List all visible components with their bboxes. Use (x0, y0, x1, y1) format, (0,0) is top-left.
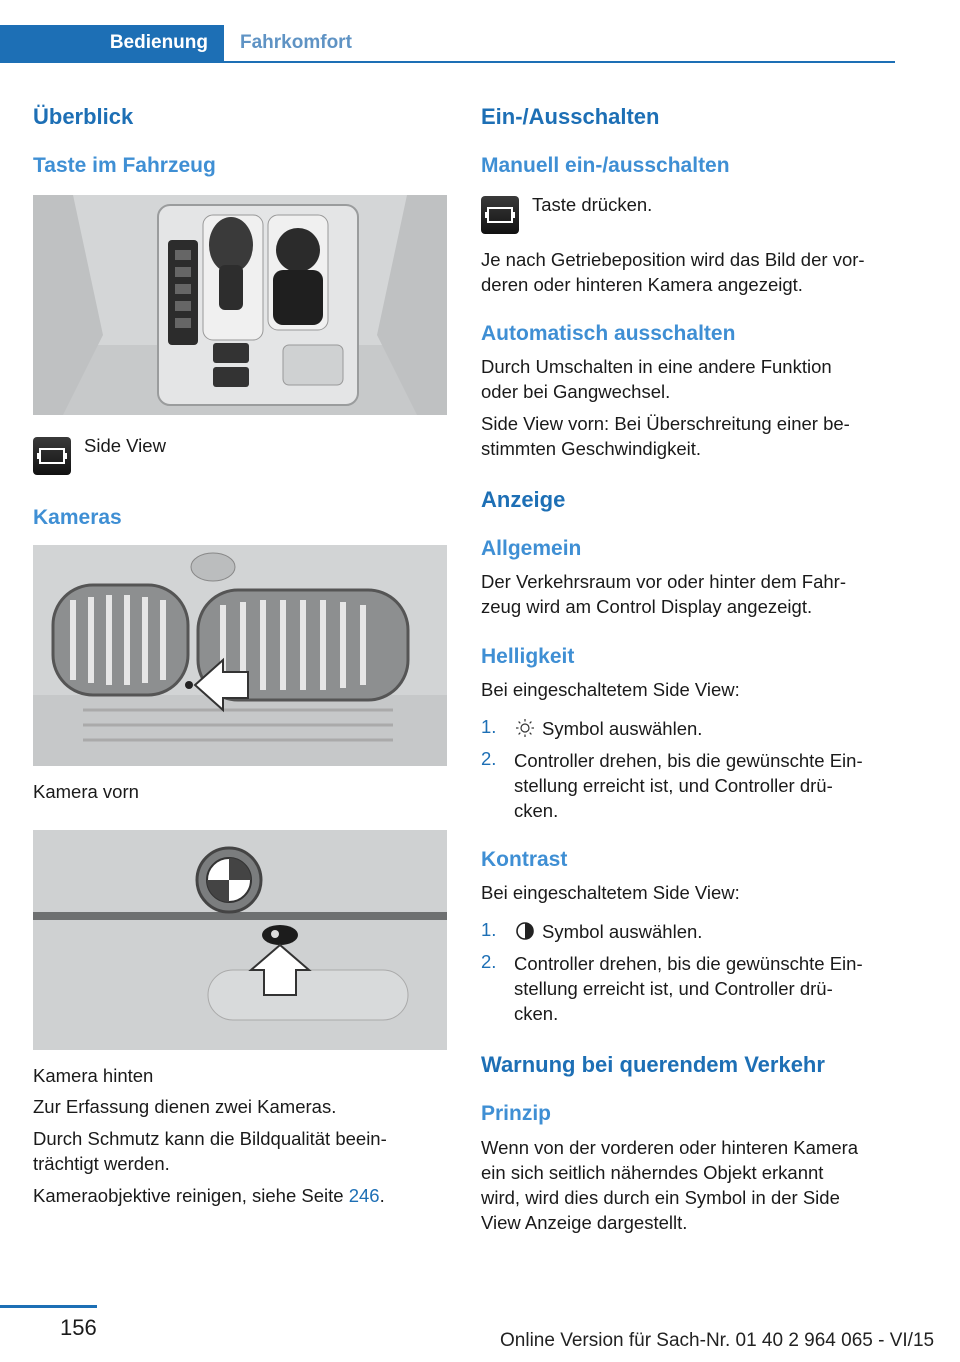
right-p3a: Side View vorn: Bei Überschreitung einer be- (481, 413, 850, 434)
list-item-text: stellung erreicht ist, und Controller drü- (514, 775, 833, 796)
left-paragraph-3 (33, 1183, 385, 1208)
subheading-kameras: Kameras (33, 506, 122, 529)
subheading-taste: Taste im Fahrzeug (33, 154, 216, 177)
right-p4b: zeug wird am Control Display angezeigt. (481, 596, 813, 617)
heading-ein-ausschalten: Ein-/Ausschalten (481, 104, 660, 129)
side-view-label: Side View (84, 435, 166, 456)
side-view-button-icon (33, 437, 71, 475)
right-p5: Bei eingeschaltetem Side View: (481, 679, 740, 700)
right-p7b: ein sich seitlich näherndes Objekt erkannt (481, 1162, 824, 1183)
tab-bedienung[interactable]: Bedienung (0, 25, 224, 61)
taste-druecken-text: Taste drücken. (532, 194, 653, 215)
list-item-text: Symbol auswählen. (542, 921, 703, 942)
subheading-helligkeit: Helligkeit (481, 645, 575, 668)
front-camera-image (33, 545, 447, 766)
left-paragraph-3-end: . (379, 1185, 385, 1206)
list-item-text: Symbol auswählen. (542, 718, 703, 739)
side-view-button-icon-2 (481, 196, 519, 234)
right-p1b: deren oder hinteren Kamera angezeigt. (481, 274, 803, 295)
header-tabs (0, 25, 895, 63)
right-p4a: Der Verkehrsraum vor oder hinter dem Fahr- (481, 571, 846, 592)
brightness-icon (515, 718, 535, 743)
subheading-kontrast: Kontrast (481, 848, 568, 871)
footer-version-text: Online Version für Sach-Nr. 01 40 2 964 065 - VI/15 (500, 1330, 935, 1351)
tab-fahrkomfort[interactable]: Fahrkomfort (240, 32, 352, 53)
heading-ueberblick: Überblick (33, 104, 134, 129)
contrast-icon (515, 921, 535, 946)
console-image (33, 195, 447, 415)
list-item-text: cken. (514, 800, 559, 821)
page-number: 156 (60, 1315, 97, 1340)
right-p2b: oder bei Gangwechsel. (481, 381, 671, 402)
list-number: 2. (481, 951, 497, 972)
left-paragraph-3-text: Kameraobjektive reinigen, siehe Seite (33, 1185, 349, 1206)
rear-camera-image (33, 830, 447, 1050)
list-number: 2. (481, 748, 497, 769)
footer-rule (0, 1305, 97, 1308)
right-p6: Bei eingeschaltetem Side View: (481, 882, 740, 903)
heading-warnung: Warnung bei querendem Verkehr (481, 1052, 825, 1077)
page-link-246[interactable]: 246 (348, 1185, 380, 1206)
caption-kamera-vorn: Kamera vorn (33, 781, 139, 802)
subheading-prinzip: Prinzip (481, 1102, 552, 1125)
list-item-text: Controller drehen, bis die gewünschte Ein- (514, 750, 863, 771)
right-p7d: View Anzeige dargestellt. (481, 1212, 688, 1233)
right-p1a: Je nach Getriebeposition wird das Bild der vor- (481, 249, 865, 270)
caption-kamera-hinten: Kamera hinten (33, 1065, 154, 1086)
list-number: 1. (481, 919, 497, 940)
right-p7a: Wenn von der vorderen oder hinteren Kamera (481, 1137, 859, 1158)
subheading-manuell: Manuell ein-/ausschalten (481, 154, 730, 177)
list-item-text: stellung erreicht ist, und Controller drü- (514, 978, 833, 999)
right-p2a: Durch Umschalten in eine andere Funktion (481, 356, 832, 377)
list-item-text: cken. (514, 1003, 559, 1024)
subheading-automatisch: Automatisch ausschalten (481, 322, 736, 345)
list-number: 1. (481, 716, 497, 737)
subheading-allgemein: Allgemein (481, 537, 582, 560)
right-p3b: stimmten Geschwindigkeit. (481, 438, 702, 459)
list-item-text: Controller drehen, bis die gewünschte Ein- (514, 953, 863, 974)
left-paragraph-1: Zur Erfassung dienen zwei Kameras. (33, 1096, 337, 1117)
left-paragraph-2b: trächtigt werden. (33, 1153, 170, 1174)
right-p7c: wird, wird dies durch ein Symbol in der Side (481, 1187, 840, 1208)
left-paragraph-2a: Durch Schmutz kann die Bildqualität beein- (33, 1128, 387, 1149)
heading-anzeige: Anzeige (481, 487, 566, 512)
